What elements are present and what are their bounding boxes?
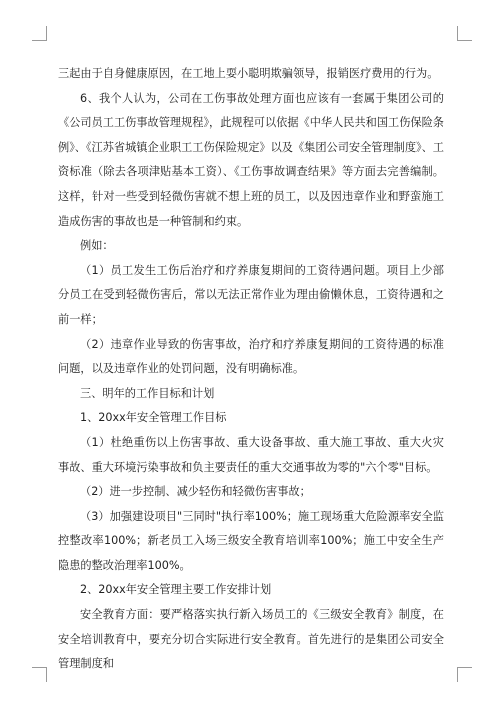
paragraph: （1）员工发生工伤后治疗和疗养康复期间的工资待遇问题。项目上少部分员工在受到轻微伤害后，常以无法正常作业为理由偷懒休息，工资待遇和之前一样；	[58, 263, 444, 326]
paragraph: 例如：	[80, 239, 114, 253]
paragraph: （2）进一步控制、减少轻伤和轻微伤害事故；	[80, 485, 311, 499]
subsection-heading: 1、20xx年安全管理工作目标	[80, 411, 227, 425]
paragraph: （3）加强建设项目"三同时"执行率100%；施工现场重大危险源率安全监控整改率100%；新老员工入场三级安全教育培训率100%；施工中安全生产隐患的整改治理率100%。	[58, 509, 444, 572]
crop-mark-top-left	[32, 26, 47, 41]
paragraph: （1）杜绝重伤以上伤害事故、重大设备事故、重大施工事故、重大火灾事故、重大环境污染事故和负主要责任的重大交通事故为零的"六个零"目标。	[58, 435, 444, 474]
paragraph: 6、我个人认为，公司在工伤事故处理方面也应该有一套属于集团公司的《公司员工工伤事故管理规程》，此规程可以依据《中华人民共和国工伤保险条例》、《江苏省城镇企业职工工伤保险规定》以及《集团公司安全管理制度》、工资标准（除去各项津贴基本工资）、《工伤事故调查结果》等方面去完善编制。这样，针对一些受到轻微伤害就不想上班的员工，以及因违章作业和野蛮施工造成伤害的事故也是一种管制和约束。	[58, 91, 444, 228]
document-body	[58, 62, 444, 677]
crop-mark-bottom-right	[457, 667, 472, 682]
subsection-heading: 2、20xx年安全管理主要工作安排计划	[80, 583, 272, 597]
section-heading: 三、明年的工作目标和计划	[80, 386, 215, 400]
crop-mark-bottom-left	[32, 667, 47, 682]
paragraph: 三起由于自身健康原因，在工地上耍小聪明欺骗领导，报销医疗费用的行为。	[58, 67, 439, 80]
paragraph: （2）违章作业导致的伤害事故，治疗和疗养康复期间的工资待遇的标准问题，以及违章作业的处罚问题，没有明确标准。	[58, 337, 444, 376]
paragraph: 安全教育方面：要严格落实执行新入场员工的《三级安全教育》制度，在安全培训教育中，要充分切合实际进行安全教育。首先进行的是集团公司安全管理制度和	[58, 608, 444, 671]
crop-mark-top-right	[457, 26, 472, 41]
